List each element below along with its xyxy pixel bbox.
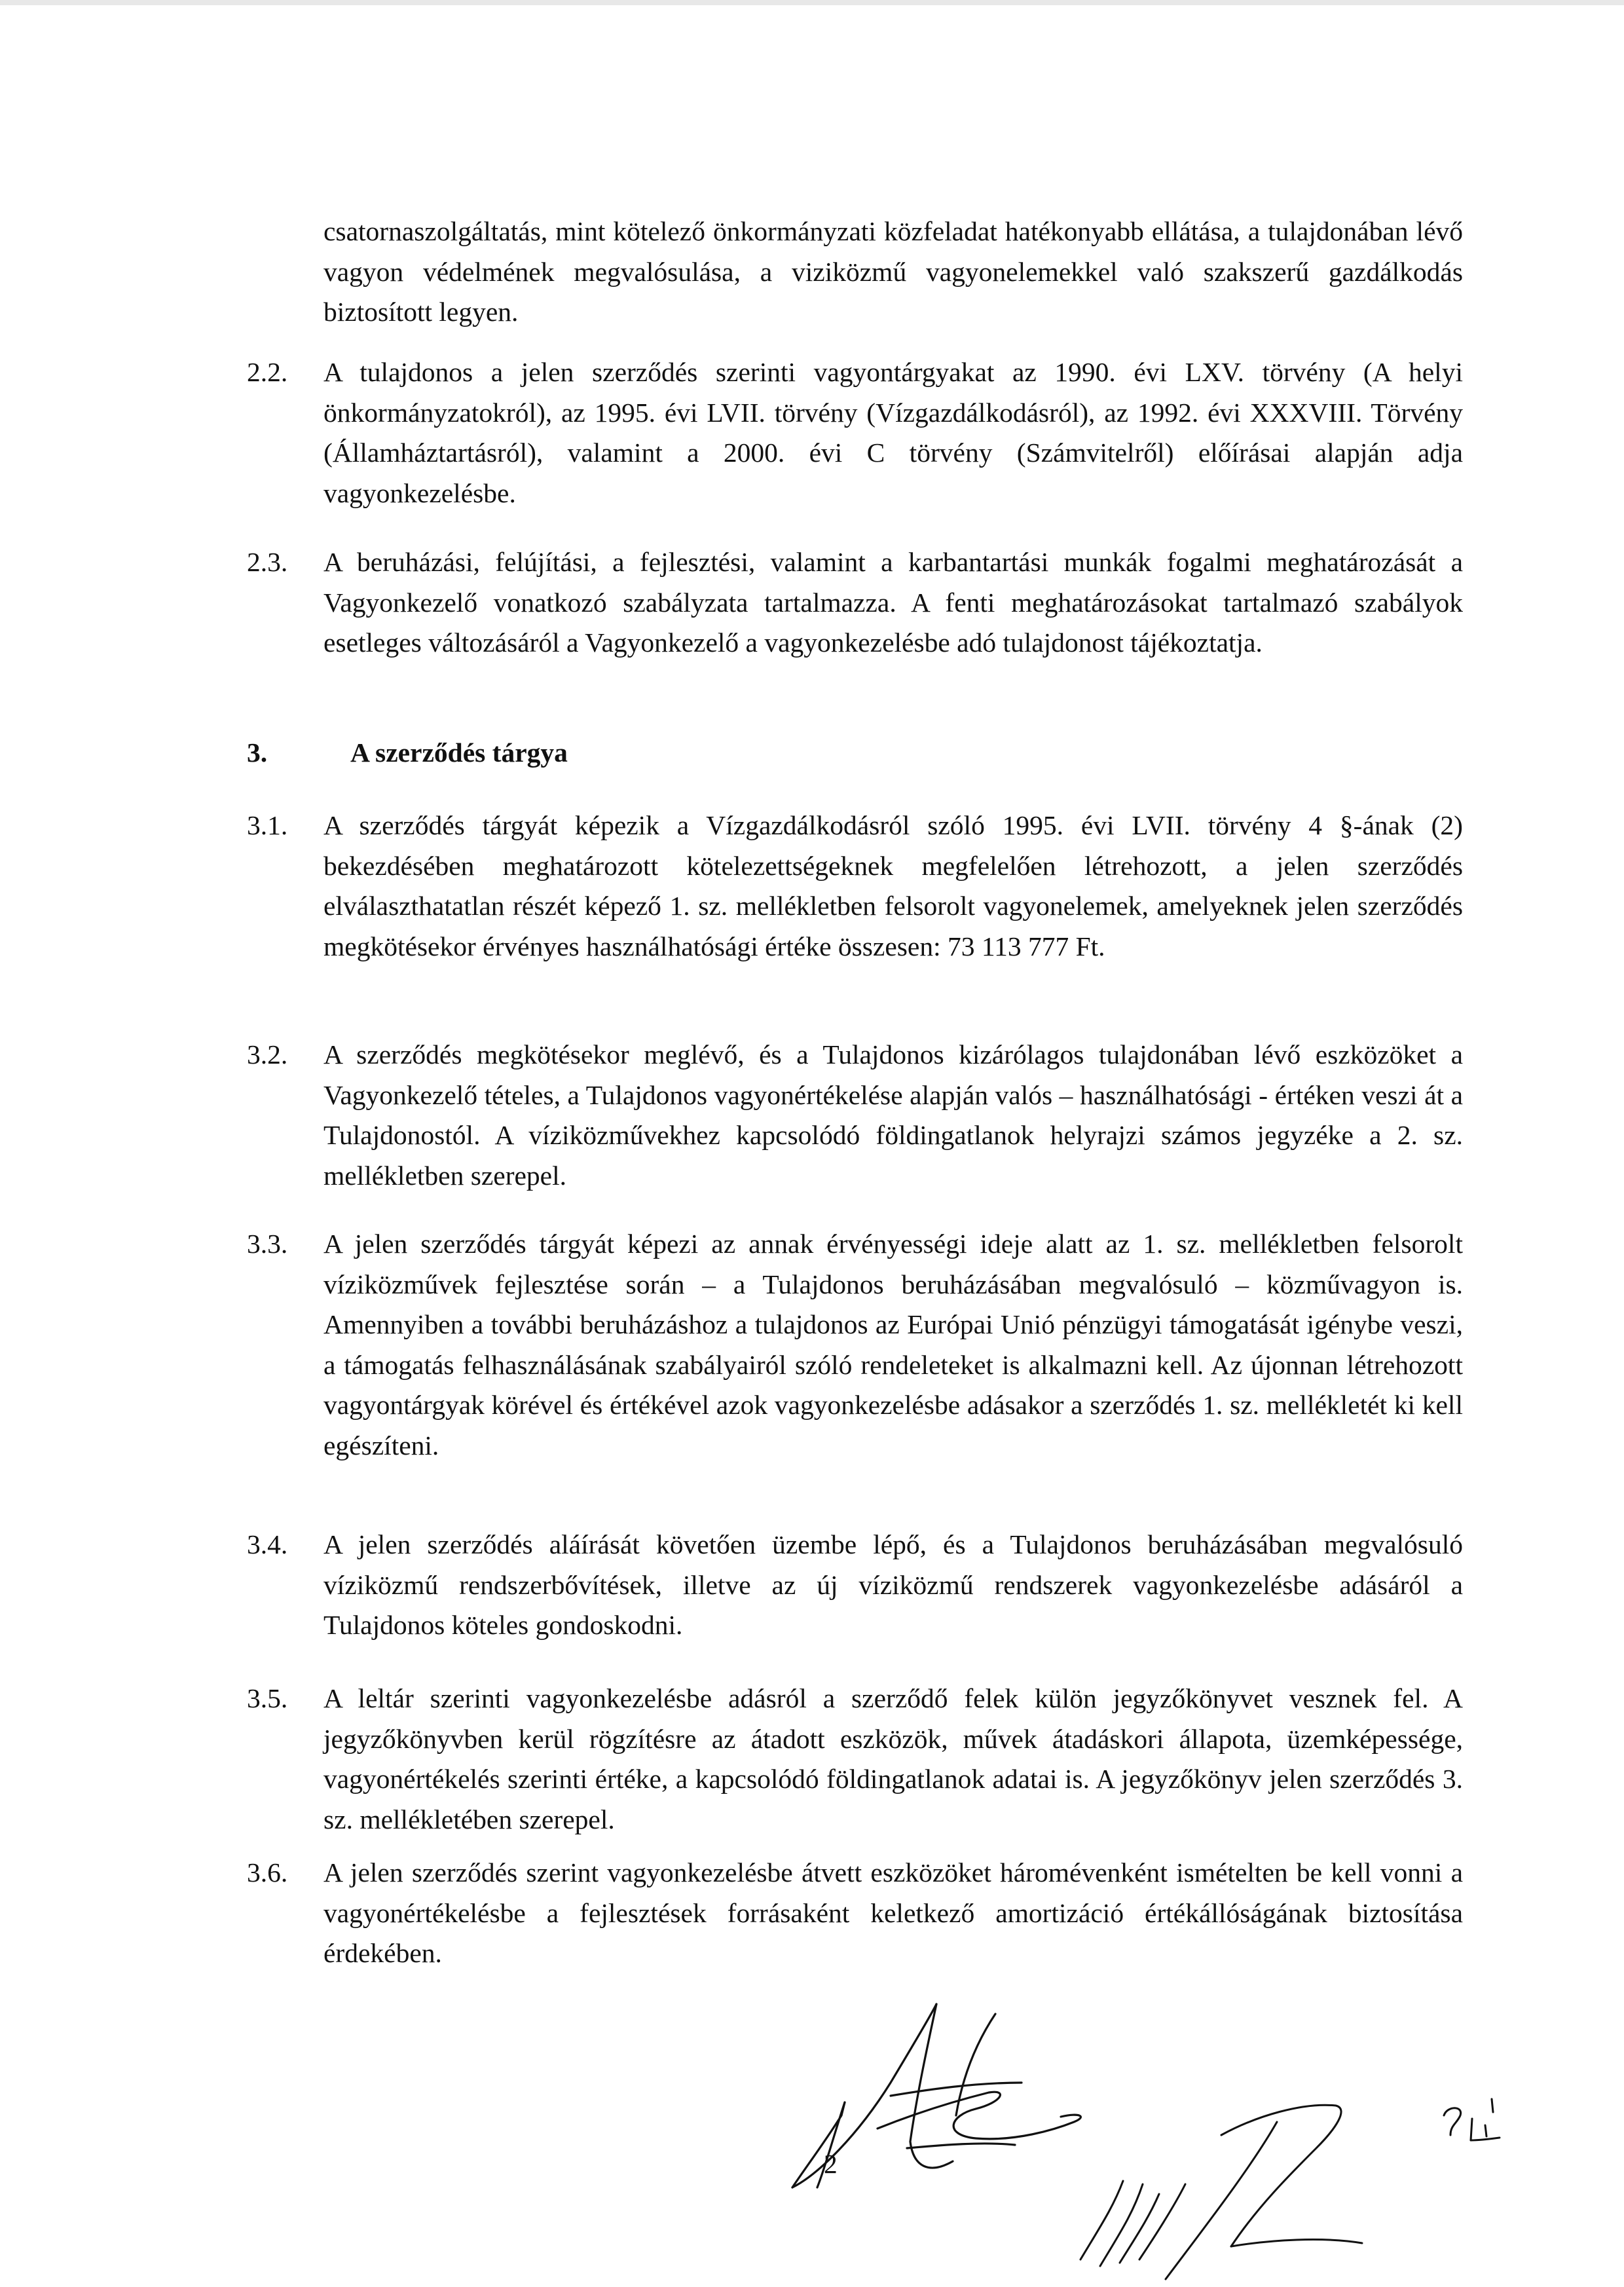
paragraph-number: 2.3. bbox=[247, 547, 288, 577]
intro-paragraph: csatornaszolgáltatás, mint kötelező önkormányzati közfeladat hatékonyabb ellátása, a tulajdonában lévő vagyon védelmének megvalósulása, a viziközmű vagyonelemekkel való szakszerű gazdálkodás biztosított legyen. bbox=[323, 216, 1463, 327]
paragraph-3-1 bbox=[247, 806, 1463, 967]
paragraph-3-3 bbox=[247, 1224, 1463, 1466]
signature-right-image bbox=[1061, 2063, 1428, 2286]
paragraph-text: A leltár szerinti vagyonkezelésbe adásról a szerződő felek külön jegyzőkönyvet vesznek fel. A jegyzőkönyvben kerül rögzítésre az átadott eszközök, művek átadáskori állapota, üzemképessége, vagyonértékelés szerinti értéke, a kapcsolódó földingatlanok adatai is. A jegyzőkönyv jelen szerződés 3. sz. mellékletében szerepel. bbox=[323, 1683, 1463, 1834]
paragraph-text: A tulajdonos a jelen szerződés szerinti vagyontárgyakat az 1990. évi LXV. törvény (A helyi önkormányzatokról), az 1995. évi LVII. törvény (Vízgazdálkodásról), az 1992. évi XXXVIII. Törvény (Államháztartásról), valamint a 2000. évi C törvény (Számvitelről) előírásai alapján adja vagyonkezelésbe. bbox=[323, 357, 1463, 508]
paragraph-number: 3.5. bbox=[247, 1683, 288, 1713]
initials-image bbox=[1434, 2089, 1519, 2148]
paragraph-2-2 bbox=[247, 352, 1463, 513]
paragraph-number: 2.2. bbox=[247, 357, 288, 387]
paragraph-number: 3.3. bbox=[247, 1229, 288, 1259]
section-number: 3. bbox=[247, 737, 268, 768]
paragraph-number: 3.2. bbox=[247, 1039, 288, 1069]
paragraph-number: 3.1. bbox=[247, 810, 288, 840]
paragraph-2-3 bbox=[247, 542, 1463, 663]
paragraph-3-5 bbox=[247, 1679, 1463, 1840]
section-title: A szerződés tárgya bbox=[350, 737, 568, 768]
paragraph-text: A jelen szerződés tárgyát képezi az annak érvényességi ideje alatt az 1. sz. mellékletben felsorolt víziközművek fejlesztése során – a Tulajdonos beruházásában megvalósuló – közművagyon is. Amennyiben a további beruházáshoz a tulajdonos az Európai Unió pénzügyi támogatását igénybe veszi, a támogatás felhasználásának szabályairól szóló rendeleteket is alkalmazni kell. Az újonnan létrehozott vagyontárgyak körével és értékével azok vagyonkezelésbe adásakor a szerződés 1. sz. mellékletét ki kell egészíteni. bbox=[323, 1229, 1463, 1460]
paragraph-text: A szerződés tárgyát képezik a Vízgazdálkodásról szóló 1995. évi LVII. törvény 4 §-ának (2) bekezdésében meghatározott kötelezettségeknek megfelelően létrehozott, a jelen szerződés elválaszthatatlan részét képező 1. sz. mellékletben felsorolt vagyonelemek, amelyeknek jelen szerződés megkötésekor érvényes használhatósági értéke összesen: 73 113 777 Ft. bbox=[323, 810, 1463, 961]
paragraph-number: 3.6. bbox=[247, 1857, 288, 1887]
paragraph-text: A jelen szerződés szerint vagyonkezelésbe átvett eszközöket háromévenként ismételten be kell vonni a vagyonértékelésbe a fejlesztések forrásaként keletkező amortizáció értékállóságának biztosítása érdekében. bbox=[323, 1857, 1463, 1968]
page-number: 2 bbox=[824, 2149, 838, 2179]
paragraph-3-6 bbox=[247, 1853, 1463, 1974]
paragraph-3-2 bbox=[247, 1035, 1463, 1196]
paragraph-text: A jelen szerződés aláírását követően üzembe lépő, és a Tulajdonos beruházásában megvalósuló víziközmű rendszerbővítések, illetve az új víziközmű rendszerek vagyonkezelésbe adásáról a Tulajdonos köteles gondoskodni. bbox=[323, 1529, 1463, 1640]
paragraph-number: 3.4. bbox=[247, 1529, 288, 1559]
paragraph-3-4 bbox=[247, 1525, 1463, 1646]
paragraph-text: A beruházási, felújítási, a fejlesztési, valamint a karbantartási munkák fogalmi meghatározását a Vagyonkezelő vonatkozó szabályzata tartalmazza. A fenti meghatározásokat tartalmazó szabályok esetleges változásáról a Vagyonkezelő a vagyonkezelésbe adó tulajdonost tájékoztatja. bbox=[323, 547, 1463, 658]
section-heading bbox=[247, 733, 568, 773]
paragraph-text: A szerződés megkötésekor meglévő, és a Tulajdonos kizárólagos tulajdonában lévő eszközöket a Vagyonkezelő tételes, a Tulajdonos vagyonértékelése alapján valós – használhatósági - értéken veszi át a Tulajdonostól. A víziközművekhez kapcsolódó földingatlanok helyrajzi számos jegyzéke a 2. sz. mellékletben szerepel. bbox=[323, 1039, 1463, 1191]
